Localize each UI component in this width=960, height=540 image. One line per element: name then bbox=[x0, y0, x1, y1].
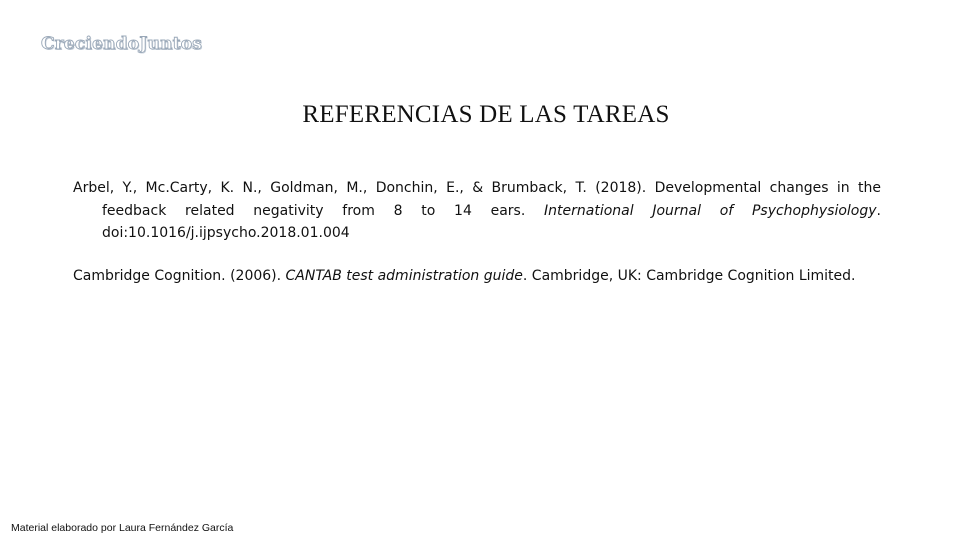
reference-text: Arbel, Y., Mc.Carty, K. N., Goldman, M., Donchin, E., & Brumback, T. (2018). Developmental changes in the feedback related negativity from 8 to 14 ears. bbox=[73, 180, 881, 219]
footer-credit: Material elaborado por Laura Fernández García bbox=[11, 522, 234, 534]
reference-title: CANTAB test administration guide bbox=[285, 267, 523, 284]
references-list bbox=[73, 177, 881, 307]
reference-publisher: . Cambridge, UK: Cambridge Cognition Limited. bbox=[522, 267, 856, 284]
reference-text: Cambridge Cognition. (2006). bbox=[73, 267, 286, 284]
logo: CreciendoJuntos bbox=[41, 34, 203, 54]
reference-journal: International Journal of Psychophysiology bbox=[544, 202, 877, 219]
reference-item bbox=[73, 177, 881, 245]
reference-item bbox=[73, 265, 881, 288]
reference-doi: . doi:10.1016/j.ijpsycho.2018.01.004 bbox=[102, 202, 881, 241]
page-title: REFERENCIAS DE LAS TAREAS bbox=[302, 101, 670, 128]
